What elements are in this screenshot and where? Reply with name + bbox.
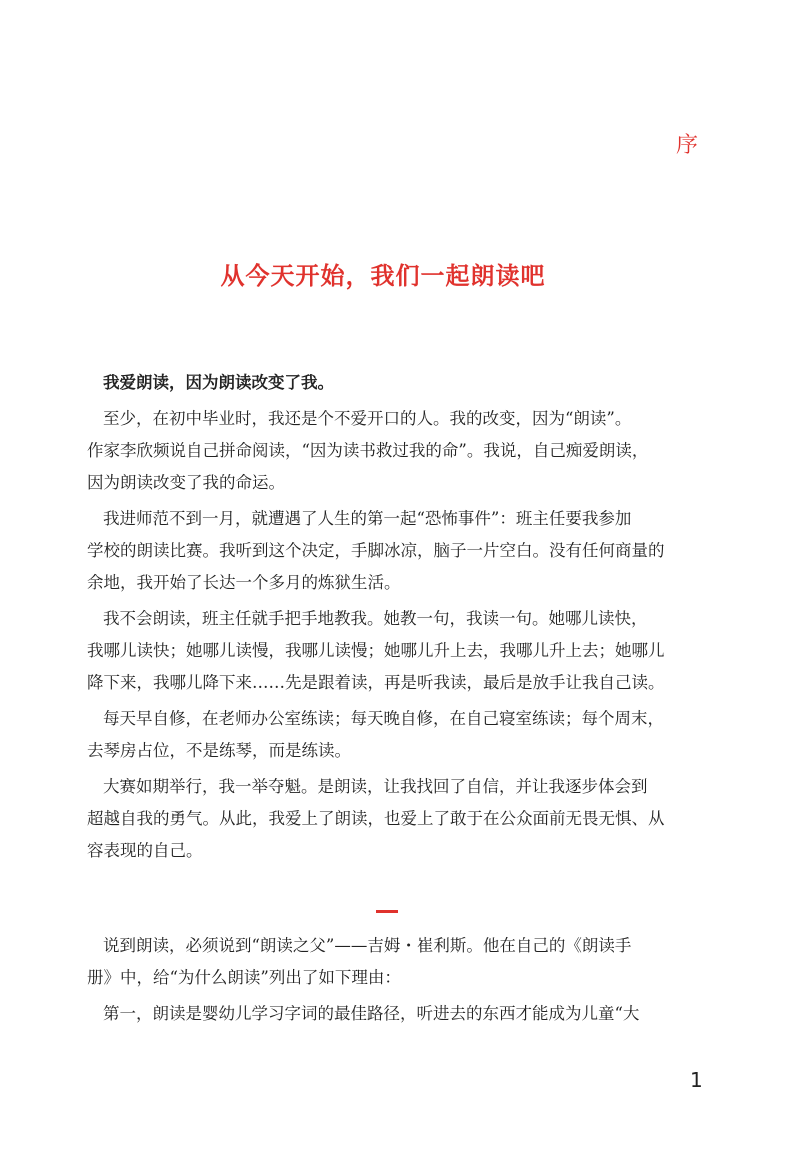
text-line: 学校的朗读比赛。我听到这个决定，手脚冰凉，脑子一片空白。没有任何商量的	[87, 541, 665, 560]
text-line: 因为朗读改变了我的命运。	[87, 473, 285, 492]
text-line: 作家李欣频说自己拼命阅读，“因为读书救过我的命”。我说，自己痴爱朗读，	[87, 441, 649, 460]
text-line: 超越自我的勇气。从此，我爱上了朗读，也爱上了敢于在公众面前无畏无惧、从	[87, 809, 665, 828]
section-divider-mark	[376, 910, 398, 913]
body-text-block-2	[87, 930, 703, 1030]
body-text-block-1	[87, 367, 703, 867]
section-mark: 序	[676, 133, 699, 158]
text-line: 降下来，我哪儿降下来……先是跟着读，再是听我读，最后是放手让我自己读。	[87, 673, 665, 692]
text-line: 我不会朗读，班主任就手把手地教我。她教一句，我读一句。她哪儿读快，	[103, 609, 648, 628]
text-line: 我进师范不到一月，就遭遇了人生的第一起“恐怖事件”：班主任要我参加	[103, 509, 632, 528]
text-line: 大赛如期举行，我一举夺魁。是朗读，让我找回了自信，并让我逐步体会到	[103, 777, 648, 796]
text-line: 至少，在初中毕业时，我还是个不爱开口的人。我的改变，因为“朗读”。	[103, 409, 632, 428]
text-line: 我哪儿读快；她哪儿读慢，我哪儿读慢；她哪儿升上去，我哪儿升上去；她哪儿	[87, 641, 665, 660]
page-number: 1	[690, 1068, 703, 1092]
text-line: 去琴房占位，不是练琴，而是练读。	[87, 741, 351, 760]
text-line: 每天早自修，在老师办公室练读；每天晚自修，在自己寝室练读；每个周末，	[103, 709, 664, 728]
text-line: 容表现的自己。	[87, 841, 203, 860]
text-line: 说到朗读，必须说到“朗读之父”——吉姆・崔利斯。他在自己的《朗读手	[103, 936, 632, 955]
chapter-title: 从今天开始，我们一起朗读吧	[220, 262, 546, 290]
text-line: 册》中，给“为什么朗读”列出了如下理由：	[87, 968, 401, 987]
lead-sentence: 我爱朗读，因为朗读改变了我。	[103, 373, 334, 392]
text-line: 余地，我开始了长达一个多月的炼狱生活。	[87, 573, 401, 592]
text-line: 第一，朗读是婴幼儿学习字词的最佳路径，听进去的东西才能成为儿童“大	[103, 1004, 640, 1023]
